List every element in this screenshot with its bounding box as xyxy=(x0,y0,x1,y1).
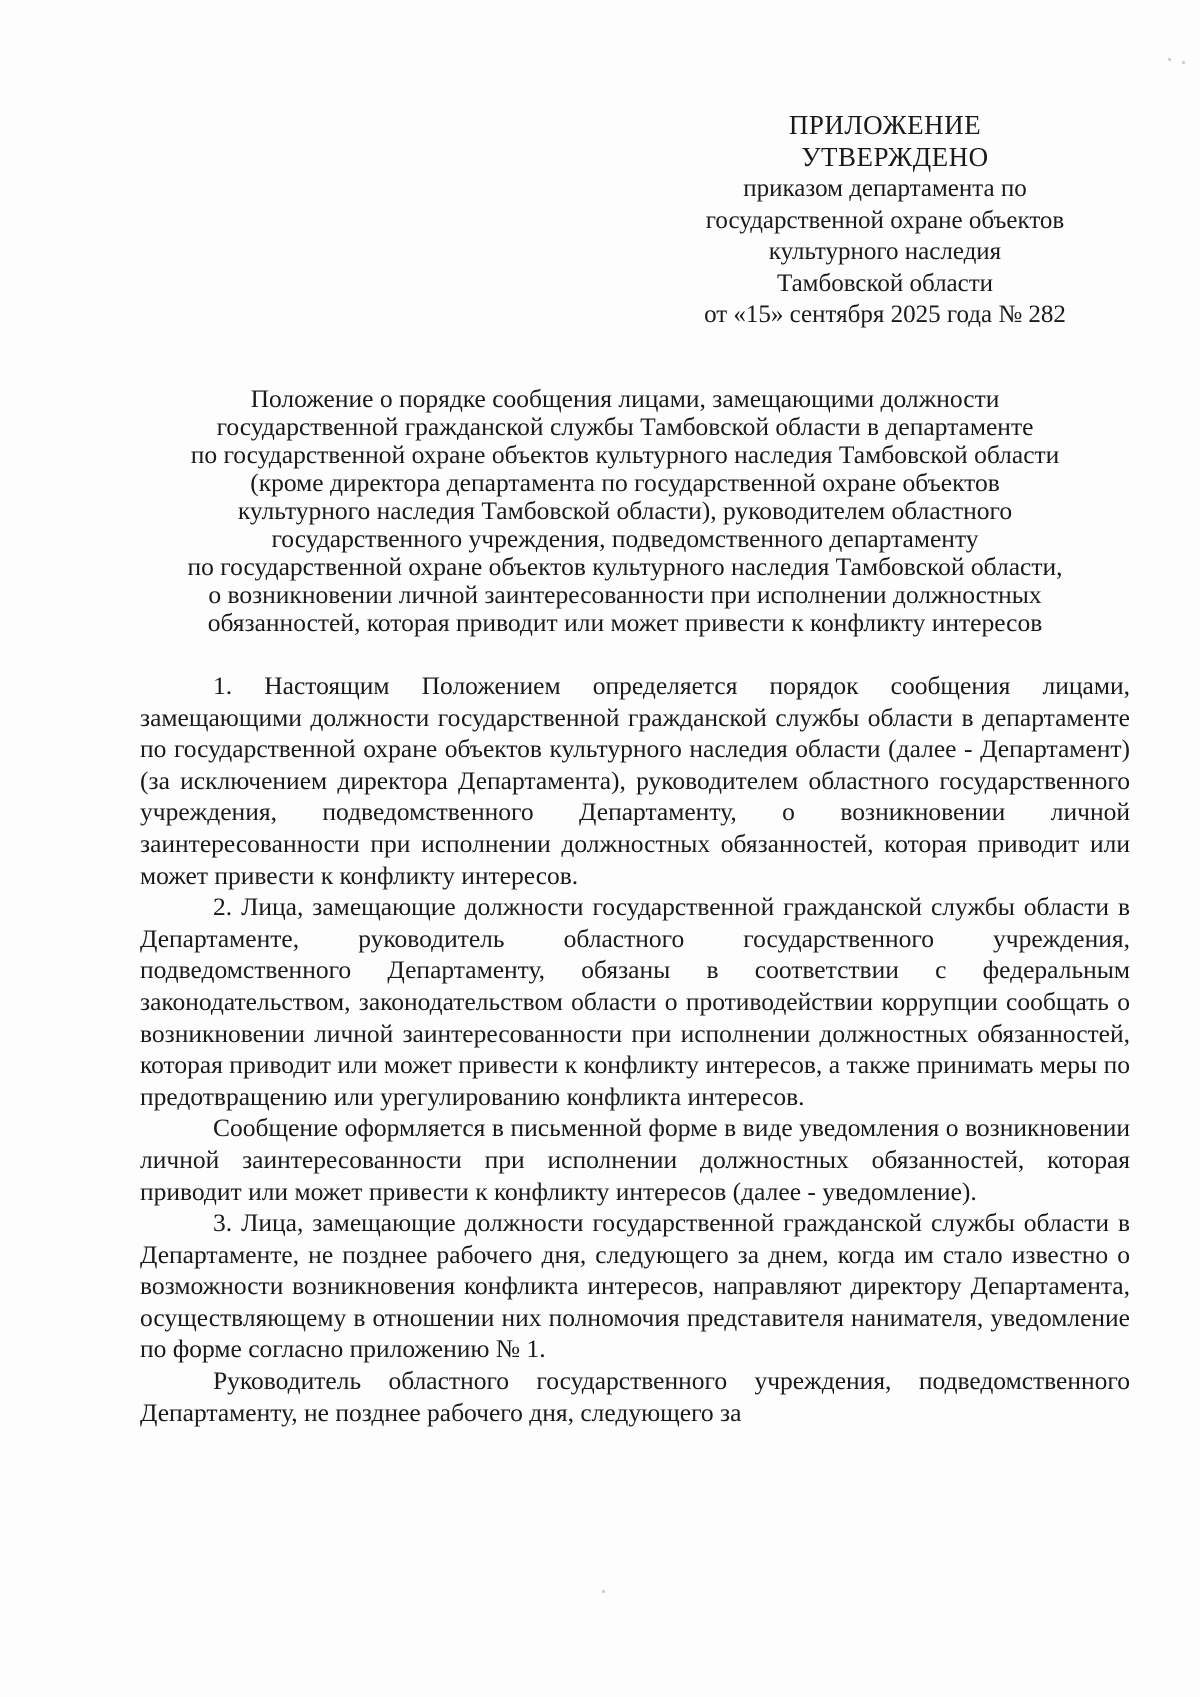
approval-order-line: приказом департамента по xyxy=(743,175,1027,202)
document-title xyxy=(120,385,1130,637)
approval-order-line: Тамбовской области xyxy=(776,269,994,297)
title-line: Положение о порядке сообщения лицами, замещающими должности xyxy=(250,384,1000,413)
title-line: по государственной охране объектов культурного наследия Тамбовской области, xyxy=(187,552,1063,581)
title-line: государственного учреждения, подведомственного департаменту xyxy=(271,524,979,553)
title-line: о возникновении личной заинтересованности при исполнении должностных xyxy=(208,580,1042,609)
title-line: культурного наследия Тамбовской области), руководителем областного xyxy=(237,496,1013,525)
document-body xyxy=(140,670,1130,1428)
scan-speck xyxy=(1168,58,1171,61)
paragraph-2: 2. Лица, замещающие должности государственной гражданской службы области в Департаменте, руководитель областного государственного учреждения, подведомственного Департаменту, обязаны в соответствии с федеральным законодательством, законодательством области о противодействии коррупции сообщать о возникновении личной заинтересованности при исполнении должностных обязанностей, которая приводит или может привести к конфликту интересов, а также принимать меры по предотвращению или урегулированию конфликта интересов. xyxy=(140,892,1130,1111)
scan-speck xyxy=(602,1590,605,1593)
scan-speck xyxy=(1182,61,1185,64)
paragraph-1: 1. Настоящим Положением определяется порядок сообщения лицами, замещающими должности государственной гражданской службы области в департаменте по государственной охране объектов культурного наследия области (далее - Департамент) (за исключением директора Департамента), руководителем областного государственного учреждения, подведомственного Департаменту, о возникновении личной заинтересованности при исполнении должностных обязанностей, которая приводит или может привести к конфликту интересов. xyxy=(140,671,1130,890)
approval-order-line: культурного наследия xyxy=(768,238,1002,265)
approval-approved-label: УТВЕРЖДЕНО xyxy=(801,141,989,172)
paragraph-2-notification: Сообщение оформляется в письменной форме в виде уведомления о возникновении личной заинтересованности при исполнении должностных обязанностей, которая приводит или может привести к конфликту интересов (далее - уведомление). xyxy=(140,1113,1130,1206)
paragraph-3: 3. Лица, замещающие должности государственной гражданской службы области в Департаменте, не позднее рабочего дня, следующего за днем, когда им стало известно о возможности возникновения конфликта интересов, направляют директору Департамента, осуществляющему в отношении них полномочия представителя нанимателя, уведомление по форме согласно приложению № 1. xyxy=(140,1208,1130,1364)
approval-block xyxy=(655,110,1115,331)
approval-appendix-label: ПРИЛОЖЕНИЕ xyxy=(788,110,982,140)
title-line: по государственной охране объектов культурного наследия Тамбовской области xyxy=(190,440,1060,469)
paragraph-3-head: Руководитель областного государственного учреждения, подведомственного Департаменту, не позднее рабочего дня, следующего за xyxy=(140,1366,1130,1427)
approval-order-line: государственной охране объектов xyxy=(705,206,1065,234)
title-line: обязанностей, которая приводит или может привести к конфликту интересов xyxy=(207,608,1043,637)
title-line: государственной гражданской службы Тамбовской области в департаменте xyxy=(216,412,1034,441)
approval-order-date: от «15» сентября 2025 года № 282 xyxy=(704,301,1066,328)
title-line: (кроме директора департамента по государственной охране объектов xyxy=(250,468,1000,497)
